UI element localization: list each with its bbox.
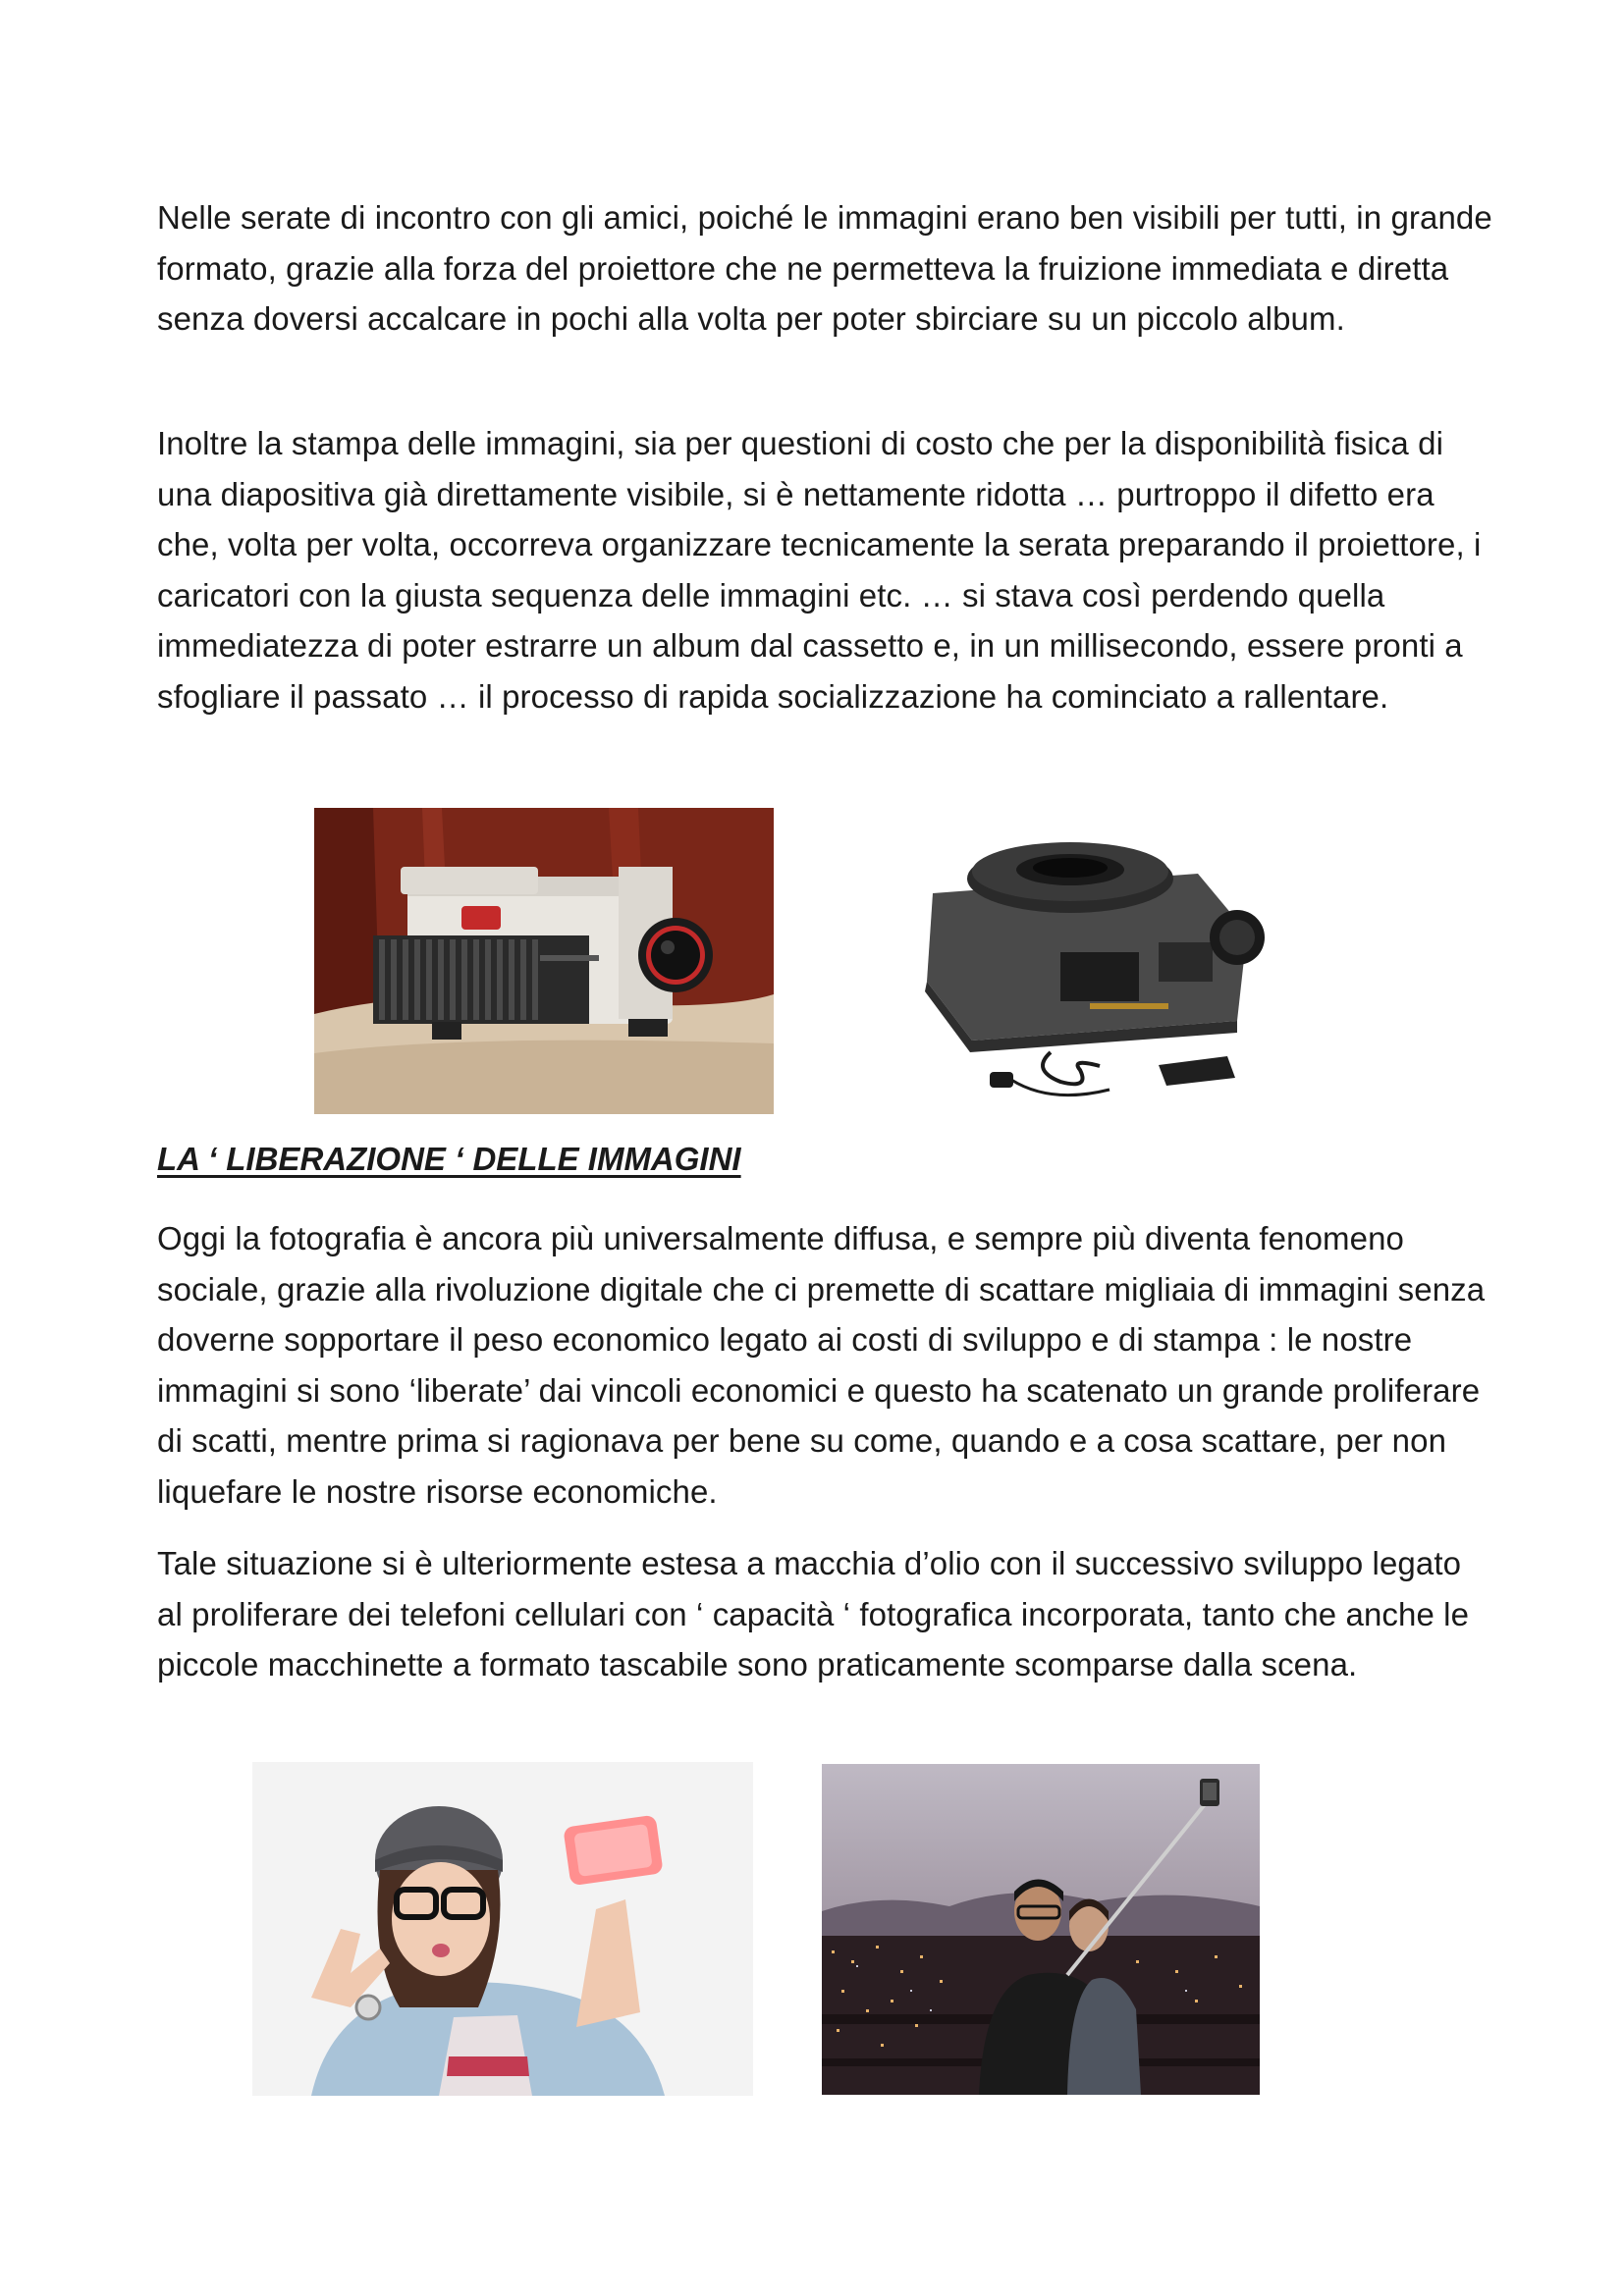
photo-girl-selfie: [252, 1762, 753, 2096]
paragraph-4: Tale situazione si è ulteriormente estesa a macchia d’olio con il successivo sviluppo legato al proliferare dei telefoni cellulari con ‘ capacità ‘ fotografica incorporata, tanto che anche le piccole macchinette a formato tascabile sono praticamente scomparse dalla scena.: [157, 1545, 1470, 1682]
photo-slide-projector-rollei: [314, 808, 774, 1114]
paragraph-3: Oggi la fotografia è ancora più universalmente diffusa, e sempre più diventa fenomeno sociale, grazie alla rivoluzione digitale che ci premette di scattare migliaia di immagini senza doverne sopportare il peso economico legato ai costi di sviluppo e di stampa : le nostre immagini si sono ‘liberate’ dai vincoli economici e questo ha scatenato un grande proliferare di scatti, mentre prima si ragionava per bene su come, quando e a cosa scattare, per non liquefare le nostre risorse economiche.: [157, 1220, 1486, 1510]
paragraph-2: Inoltre la stampa delle immagini, sia per questioni di costo che per la disponibilità fisica di una diapositiva già direttamente visibile, si è nettamente ridotta … purtroppo il difetto era che, volta per volta, occorreva organizzare tecnicamente la serata preparando il proiettore, i caricatori con la giusta sequenza delle immagini etc. … si stava così perdendo quella immediatezza di poter estrarre un album dal cassetto e, in un millisecondo, essere pronti a sfogliare il passato … il processo di rapida socializzazione ha cominciato a rallentare.: [157, 425, 1482, 715]
section-heading: LA ‘ LIBERAZIONE ‘ DELLE IMMAGINI: [157, 1141, 741, 1177]
paragraph-1: Nelle serate di incontro con gli amici, poiché le immagini erano ben visibili per tutti, in grande formato, grazie alla forza del proiettore che ne permetteva la fruizione immediata e diretta senza doversi accalcare in pochi alla volta per poter sbirciare su un piccolo album.: [157, 199, 1492, 337]
photo-selfie-stick-couple: [822, 1764, 1260, 2095]
photo-carousel-projector-kodak: [913, 825, 1276, 1117]
